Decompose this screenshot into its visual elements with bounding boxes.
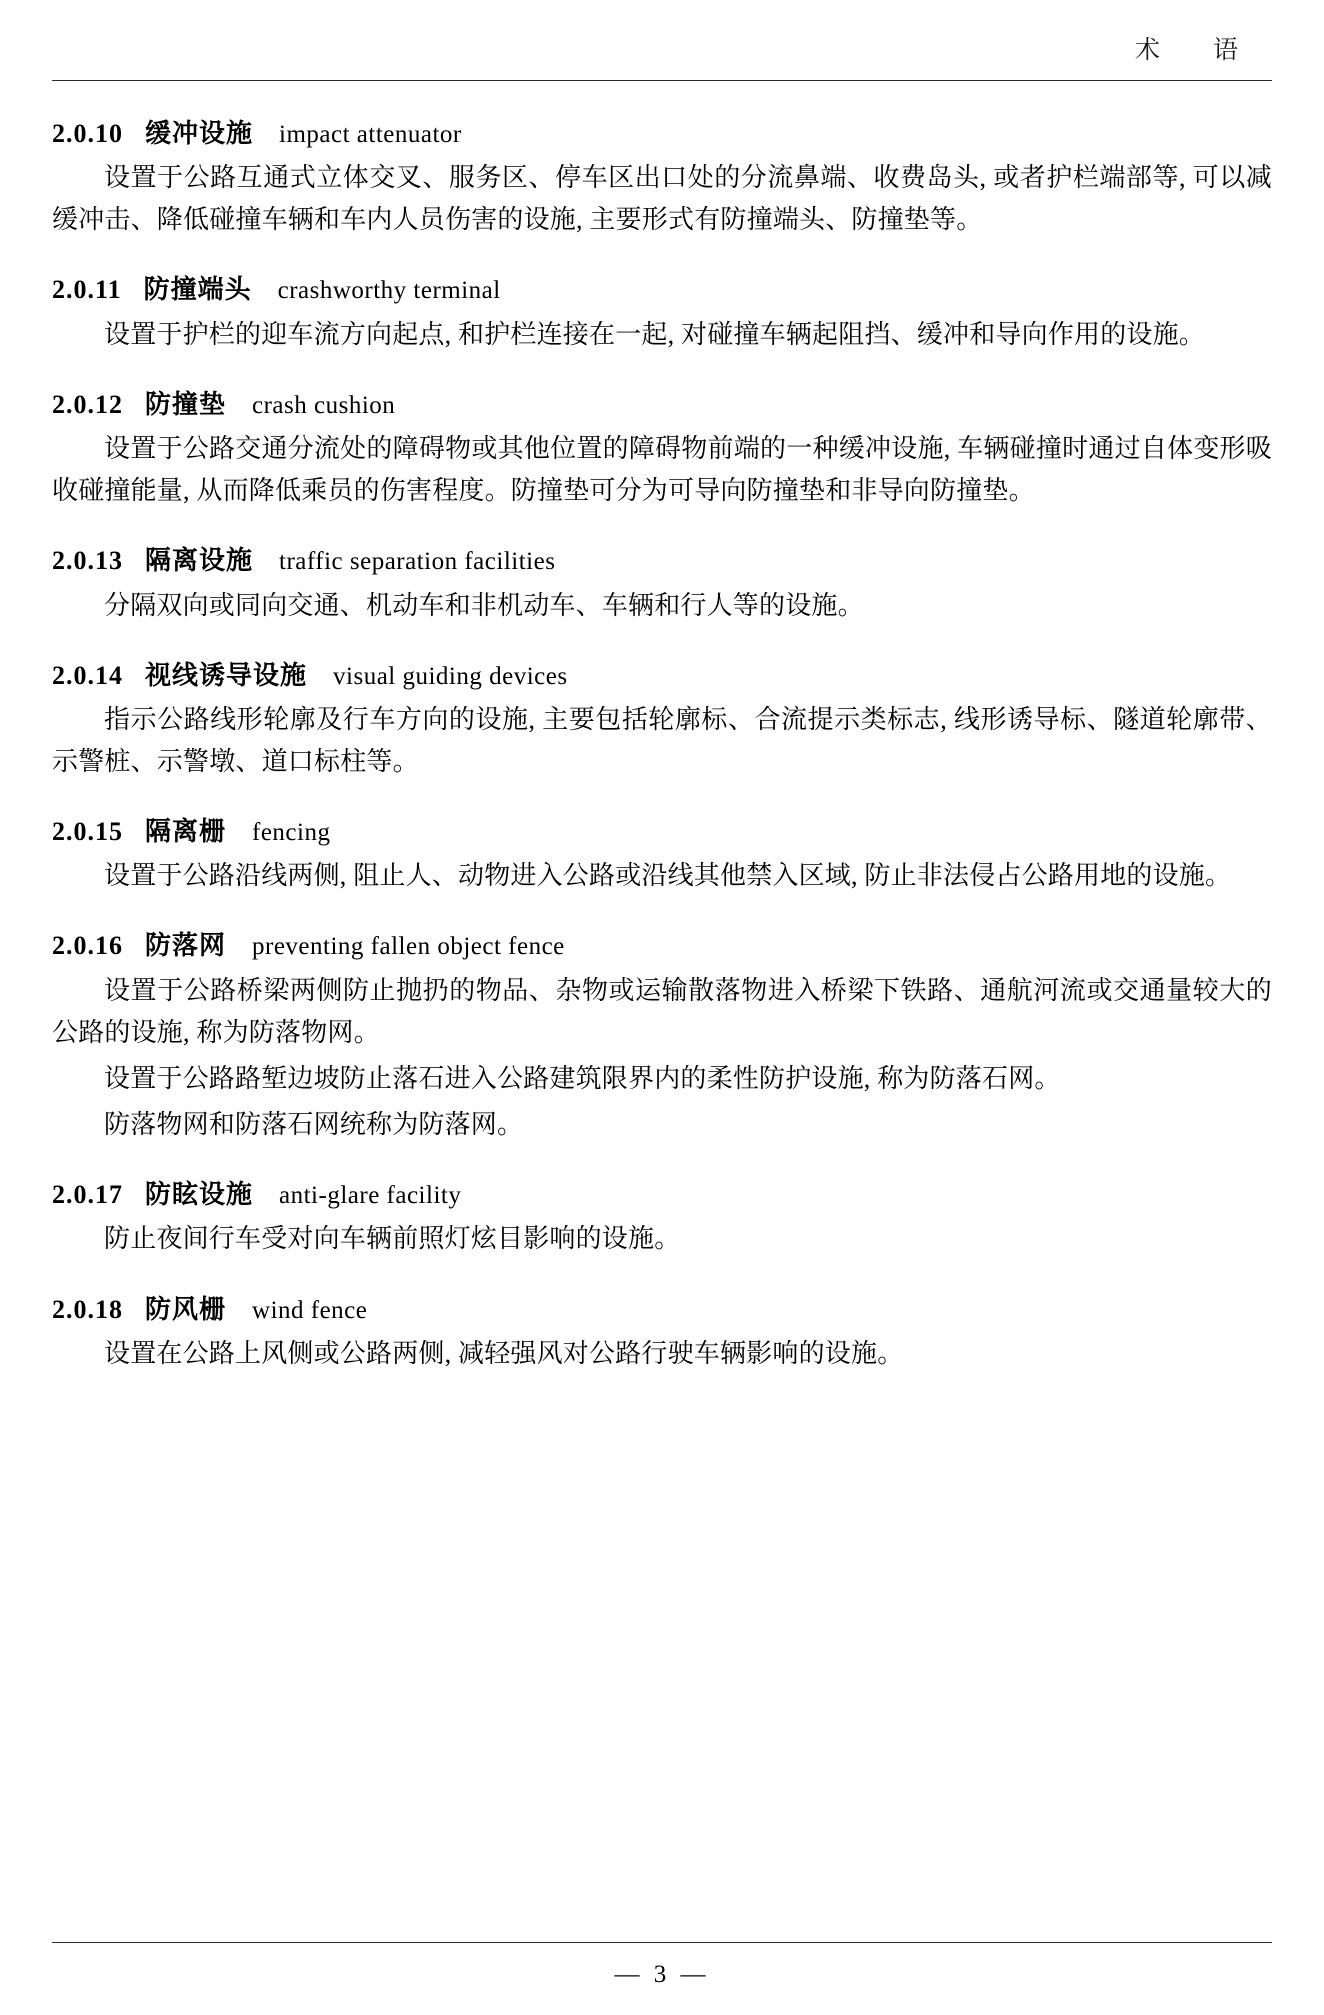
term-number: 2.0.17 bbox=[52, 1180, 123, 1210]
term-heading bbox=[52, 813, 1272, 851]
term-heading bbox=[52, 271, 1272, 309]
term-entry bbox=[52, 115, 1272, 241]
term-definition: 设置在公路上风侧或公路两侧, 减轻强风对公路行驶车辆影响的设施。 bbox=[104, 1338, 904, 1368]
term-number: 2.0.10 bbox=[52, 119, 123, 148]
term-heading bbox=[52, 657, 1272, 695]
term-english: anti-glare facility bbox=[279, 1182, 462, 1210]
term-entry bbox=[52, 386, 1272, 512]
term-entry bbox=[52, 813, 1272, 897]
term-chinese: 防撞垫 bbox=[145, 389, 227, 419]
term-heading bbox=[52, 542, 1272, 580]
term-number: 2.0.15 bbox=[52, 817, 123, 847]
term-definition: 防止夜间行车受对向车辆前照灯炫目影响的设施。 bbox=[104, 1224, 681, 1254]
term-number: 2.0.12 bbox=[52, 389, 123, 419]
page-header bbox=[52, 30, 1272, 80]
term-chinese: 隔离栅 bbox=[145, 817, 227, 847]
term-chinese: 防风栅 bbox=[145, 1294, 227, 1324]
term-heading bbox=[52, 386, 1272, 424]
term-entry bbox=[52, 1176, 1272, 1260]
term-entry bbox=[52, 657, 1272, 783]
term-chinese: 隔离设施 bbox=[145, 546, 254, 576]
term-english: crash cushion bbox=[252, 391, 396, 419]
term-definition: 设置于公路桥梁两侧防止抛扔的物品、杂物或运输散落物进入桥梁下铁路、通航河流或交通量较大的公路的设施, 称为防落物网。 bbox=[52, 975, 1272, 1047]
term-definition: 指示公路线形轮廓及行车方向的设施, 主要包括轮廓标、合流提示类标志, 线形诱导标、隧道轮廓带、示警桩、示警墩、道口标柱等。 bbox=[52, 704, 1272, 777]
term-heading bbox=[52, 1291, 1272, 1329]
term-number: 2.0.14 bbox=[52, 660, 123, 690]
running-title: 术 语 bbox=[1134, 37, 1252, 64]
term-chinese: 防撞端头 bbox=[143, 275, 252, 305]
term-entry bbox=[52, 542, 1272, 626]
term-english: visual guiding devices bbox=[333, 662, 568, 690]
term-definition: 设置于公路交通分流处的障碍物或其他位置的障碍物前端的一种缓冲设施, 车辆碰撞时通过自体变形吸收碰撞能量, 从而降低乘员的伤害程度。防撞垫可分为可导向防撞垫和非导向防撞垫。 bbox=[52, 434, 1272, 506]
term-heading bbox=[52, 1176, 1272, 1214]
term-number: 2.0.18 bbox=[52, 1294, 123, 1324]
document-body bbox=[52, 115, 1272, 1375]
term-entry bbox=[52, 1291, 1272, 1375]
term-definition: 设置于公路沿线两侧, 阻止人、动物进入公路或沿线其他禁入区域, 防止非法侵占公路用地的设施。 bbox=[104, 861, 1232, 891]
page-number: — 3 — bbox=[614, 1961, 710, 1988]
term-definition: 设置于公路互通式立体交叉、服务区、停车区出口处的分流鼻端、收费岛头, 或者护栏端部等, 可以减缓冲击、降低碰撞车辆和车内人员伤害的设施, 主要形式有防撞端头、防撞垫等。 bbox=[52, 163, 1272, 235]
term-english: wind fence bbox=[252, 1296, 368, 1324]
term-definition: 分隔双向或同向交通、机动车和非机动车、车辆和行人等的设施。 bbox=[104, 590, 864, 620]
term-english: impact attenuator bbox=[279, 121, 462, 148]
term-chinese: 缓冲设施 bbox=[145, 119, 254, 148]
term-chinese: 视线诱导设施 bbox=[145, 660, 308, 690]
term-number: 2.0.11 bbox=[52, 275, 122, 305]
term-chinese: 防落网 bbox=[145, 931, 227, 961]
term-english: crashworthy terminal bbox=[277, 277, 501, 305]
term-definition: 设置于护栏的迎车流方向起点, 和护栏连接在一起, 对碰撞车辆起阻挡、缓冲和导向作用的设施。 bbox=[104, 319, 1206, 349]
term-entry bbox=[52, 271, 1272, 355]
term-entry bbox=[52, 927, 1272, 1146]
term-number: 2.0.16 bbox=[52, 931, 123, 961]
header-divider bbox=[52, 80, 1272, 81]
term-definition: 设置于公路路堑边坡防止落石进入公路建筑限界内的柔性防护设施, 称为防落石网。 bbox=[104, 1063, 1061, 1093]
footer-divider bbox=[52, 1942, 1272, 1943]
term-english: preventing fallen object fence bbox=[252, 933, 565, 961]
term-definition: 防落物网和防落石网统称为防落网。 bbox=[104, 1110, 524, 1140]
term-heading bbox=[52, 115, 1272, 153]
term-heading bbox=[52, 927, 1272, 965]
term-english: traffic separation facilities bbox=[279, 548, 556, 576]
term-english: fencing bbox=[252, 819, 331, 847]
term-chinese: 防眩设施 bbox=[145, 1180, 254, 1210]
term-number: 2.0.13 bbox=[52, 546, 123, 576]
